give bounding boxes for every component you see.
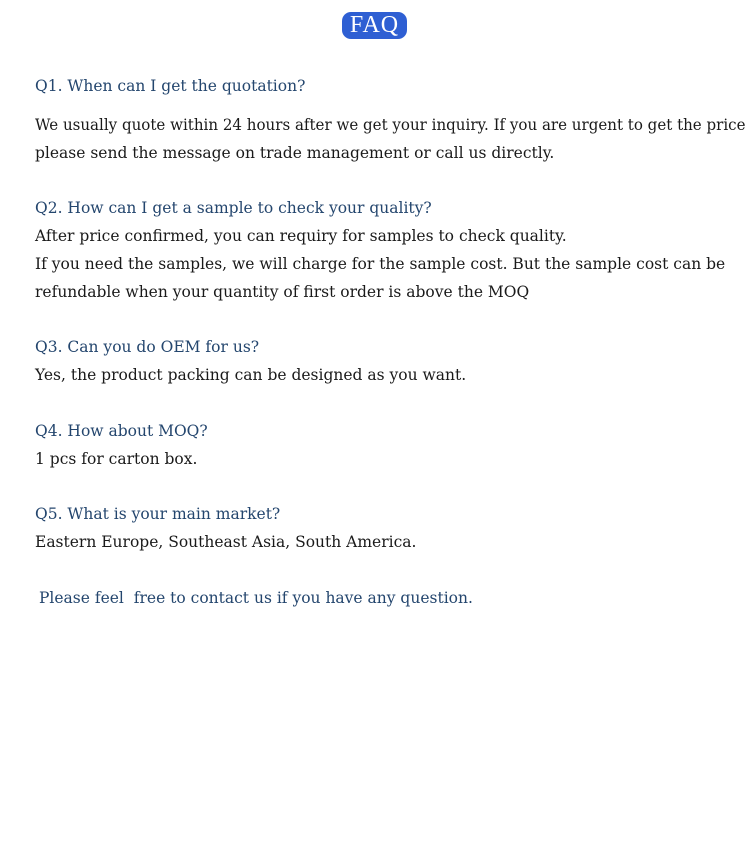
faq-answer-3-line-1: Yes, the product packing can be designed as you want.: [35, 366, 467, 384]
faq-answer-1-line-2: please send the message on trade management or call us directly.: [35, 144, 555, 162]
faq-answer-5-line-1: Eastern Europe, Southeast Asia, South America.: [35, 533, 417, 551]
faq-question-1: Q1. When can I get the quotation?: [35, 77, 306, 95]
faq-answer-4-line-1: 1 pcs for carton box.: [35, 450, 198, 468]
faq-title-badge: FAQ: [342, 12, 407, 39]
faq-question-3: Q3. Can you do OEM for us?: [35, 338, 260, 356]
faq-question-4: Q4. How about MOQ?: [35, 422, 208, 440]
closing-note: Please feel free to contact us if you have any question.: [39, 589, 473, 607]
faq-answer-2-line-3: refundable when your quantity of first order is above the MOQ: [35, 283, 530, 301]
faq-answer-1-line-1: We usually quote within 24 hours after we get your inquiry. If you are urgent to get the price: [35, 116, 746, 134]
faq-question-5: Q5. What is your main market?: [35, 505, 281, 523]
faq-answer-2-line-2: If you need the samples, we will charge for the sample cost. But the sample cost can be: [35, 255, 726, 273]
faq-answer-2-line-1: After price confirmed, you can requiry for samples to check quality.: [35, 227, 567, 245]
faq-question-2: Q2. How can I get a sample to check your quality?: [35, 199, 432, 217]
